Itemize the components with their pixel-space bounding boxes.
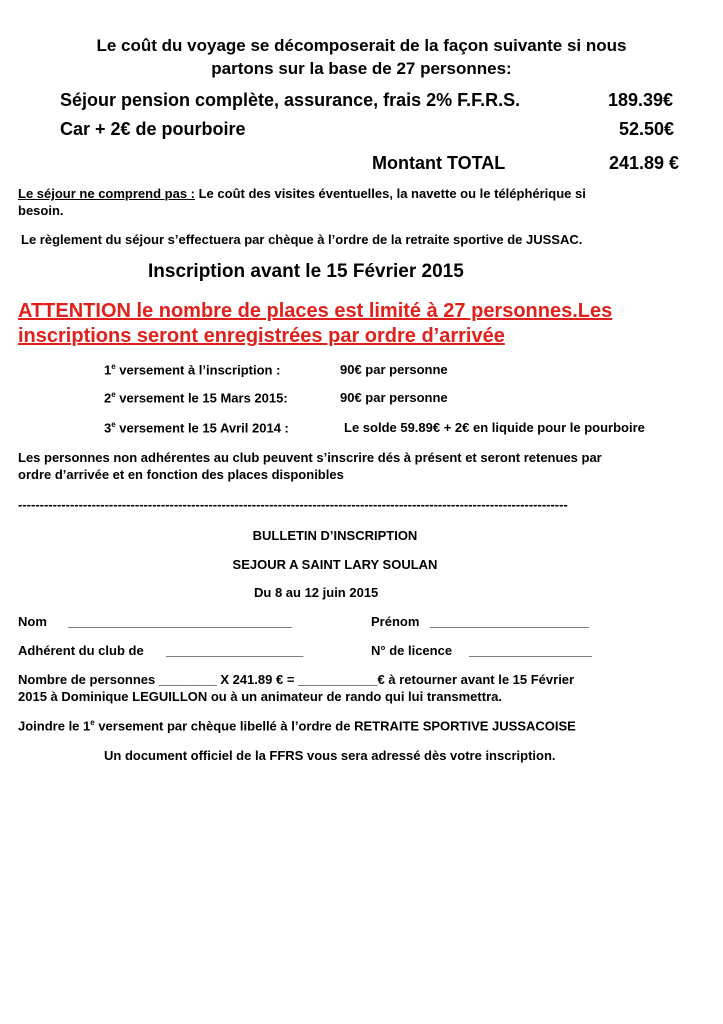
club-label: Adhérent du club de — [18, 643, 144, 658]
prenom-label: Prénom — [371, 614, 420, 629]
prenom-field[interactable]: ______________________ — [430, 614, 590, 629]
installment-2-amount: 90€ par personne — [340, 390, 448, 405]
cost-label-stay: Séjour pension complète, assurance, frais 2% F.F.R.S. — [60, 90, 521, 110]
licence-field[interactable]: _________________ — [469, 643, 592, 658]
bulletin-title: BULLETIN D’INSCRIPTION — [252, 528, 418, 543]
persons-line-2: 2015 à Dominique LEGUILLON ou à un animateur de rando qui lui transmettra. — [18, 689, 502, 704]
non-members-line-2: ordre d’arrivée et en fonction des places disponibles — [18, 467, 344, 482]
exclusions-label: Le séjour ne comprend pas : — [18, 186, 195, 201]
installment-1-amount: 90€ par personne — [340, 362, 448, 377]
total-amount: 241.89 € — [609, 153, 680, 173]
nom-field[interactable]: _______________________________ — [68, 614, 293, 629]
bulletin-stay: SEJOUR A SAINT LARY SOULAN — [232, 557, 438, 572]
non-members-line-1: Les personnes non adhérentes au club peuvent s’inscrire dés à présent et seront retenues par — [18, 450, 602, 465]
warning-line-1: ATTENTION le nombre de places est limité à 27 personnes.Les — [18, 300, 613, 322]
warning-line-2: inscriptions seront enregistrées par ordre d’arrivée — [18, 325, 505, 347]
payment-note: Le règlement du séjour s’effectuera par chèque à l’ordre de la retraite sportive de JUSSAC. — [21, 232, 583, 247]
exclusions-line-2: besoin. — [18, 203, 64, 218]
intro-line-1: Le coût du voyage se décomposerait de la façon suivante si nous — [96, 36, 627, 55]
licence-label: N° de licence — [371, 643, 453, 658]
deadline-heading: Inscription avant le 15 Février 2015 — [148, 261, 464, 282]
nom-label: Nom — [18, 614, 47, 629]
installment-3-amount: Le solde 59.89€ + 2€ en liquide pour le pourboire — [344, 420, 645, 435]
cost-amount-bus: 52.50€ — [619, 119, 675, 139]
installment-1-label: 1e versement à l’inscription : — [104, 362, 281, 378]
cost-label-bus: Car + 2€ de pourboire — [60, 119, 246, 139]
official-doc-note: Un document officiel de la FFRS vous sera adressé dès votre inscription. — [104, 748, 556, 763]
installment-2-label: 2e versement le 15 Mars 2015: — [104, 390, 288, 406]
cost-amount-stay: 189.39€ — [608, 90, 674, 110]
bulletin-dates: Du 8 au 12 juin 2015 — [254, 585, 379, 600]
persons-line-1: Nombre de personnes ________ X 241.89 € = ___________€ à retourner avant le 15 Février — [18, 672, 575, 687]
intro-line-2: partons sur la base de 27 personnes: — [211, 59, 512, 78]
separator: ------------------------------------------------------------------------------------------------------------------------------- — [18, 497, 568, 512]
join-payment-line: Joindre le 1e versement par chèque libellé à l’ordre de RETRAITE SPORTIVE JUSSACOISE — [18, 718, 576, 734]
exclusions-line-1 — [18, 186, 586, 201]
club-field[interactable]: ___________________ — [166, 643, 304, 658]
total-label: Montant TOTAL — [372, 153, 506, 173]
exclusions-text: Le coût des visites éventuelles, la navette ou le téléphérique si — [195, 186, 586, 201]
installment-3-label: 3e versement le 15 Avril 2014 : — [104, 420, 289, 436]
